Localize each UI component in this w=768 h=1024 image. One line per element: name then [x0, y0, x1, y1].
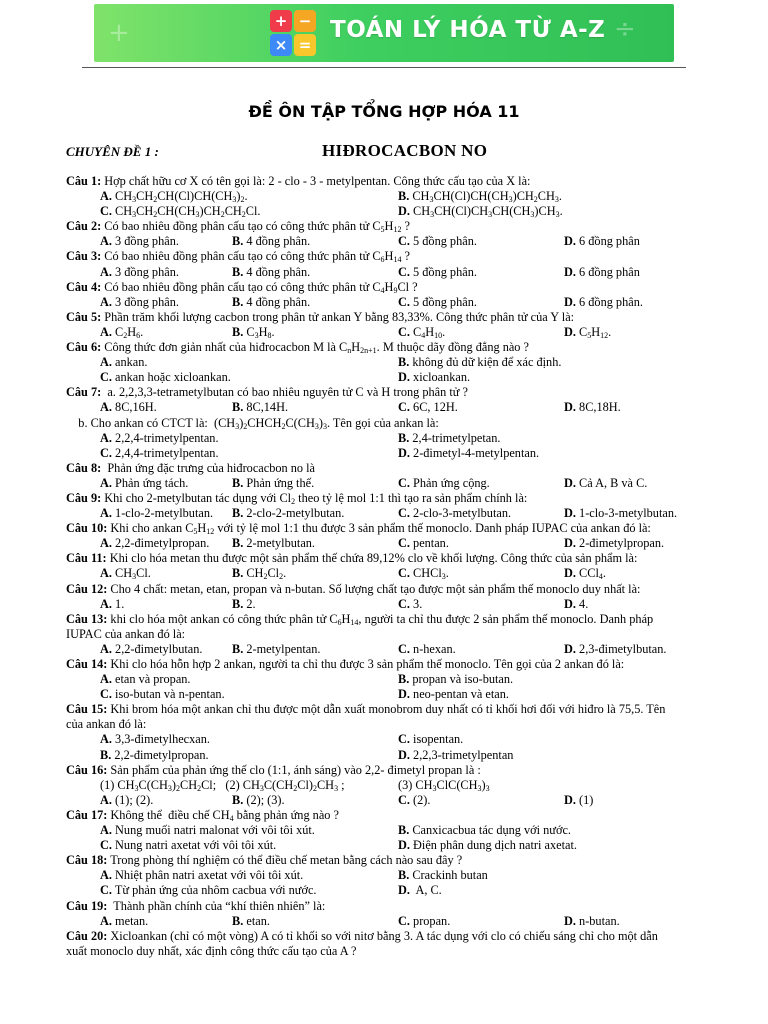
answer-row: A. 1. B. 2. C. 3. D. 4. [100, 596, 589, 611]
answer-row: A. 1-clo-2-metylbutan. B. 2-clo-2-metylbutan. C. 2-clo-3-metylbutan. D. 1-clo-3-metylbutan. [100, 506, 678, 521]
question-9: Câu 9: Khi cho 2-metylbutan tác dụng với $Cl_2$ theo tỷ lệ mol 1:1 thì tạo ra sản phẩm chính là: [66, 490, 528, 506]
answer-row: A. Phản ứng tách. B. Phản ứng thế. C. Phản ứng cộng. D. Cả A, B và C. [100, 475, 648, 490]
answer-row: A. Nung muối natri malonat với vôi tôi xút. B. Canxicacbua tác dụng với nước. [100, 823, 571, 838]
answer-row: A. 3 đồng phân. B. 4 đồng phân. C. 5 đồng phân. D. 6 đồng phân [100, 234, 640, 249]
question-7b: b. Cho ankan có CTCT là: $(CH_3)_2CHCH_2C(CH_3)_3$. Tên gọi của ankan là: [66, 415, 439, 431]
question-13: Câu 13: khi clo hóa một ankan có công thức phân tử $C_6H_{14}$, người ta chỉ thu được 2 sản phẩm thế monoclo. Danh pháp [66, 611, 654, 627]
divide-sign-icon: ÷ [614, 14, 636, 44]
answer-row: A. $C_2H_6$. B. $C_3H_8$. C. $C_4H_{10}$. D. $C_5H_{12}$. [100, 324, 612, 340]
question-10: Câu 10: Khi cho ankan $C_5H_{12}$ với tỷ lệ mol 1:1 thu được 3 sản phẩm thế monoclo. Danh pháp IUPAC của ankan đó là: [66, 521, 651, 537]
question-2: Câu 2: Có bao nhiêu đồng phân cấu tạo có công thức phân tử $C_5H_{12}$ ? [66, 219, 410, 235]
topic-label: CHUYÊN ĐỀ 1 : [66, 144, 159, 159]
answer-row: C. $CH_3CH_2CH(CH_3)CH_2CH_2Cl$. D. $CH_3CH(Cl)CH_3CH(CH_3)CH_3$. [100, 204, 563, 220]
question-6: Câu 6: Công thức đơn giản nhất của hiđrocacbon M là $C_nH_{2n+1}$. M thuộc dãy đồng đẳng nào ? [66, 340, 529, 356]
question-15-cont: của ankan đó là: [66, 717, 147, 732]
question-12: Câu 12: Cho 4 chất: metan, etan, propan và n-butan. Số lượng chất tạo được một sản phẩm thế monoclo duy nhất là: [66, 581, 641, 596]
answer-row: A. ankan. B. không đủ dữ kiện để xác định. [100, 355, 562, 370]
question-20-cont: xuất monoclo duy nhất, xác định công thức cấu tạo của A ? [66, 943, 357, 958]
question-14: Câu 14: Khi clo hóa hỗn hợp 2 ankan, người ta chỉ thu được 3 sản phẩm thế monoclo. Tên gọi của 2 ankan đó là: [66, 657, 625, 671]
question-8: Câu 8: Phản ứng đặc trưng của hiđrocacbon no là [66, 460, 315, 475]
answer-row: C. Từ phản ứng của nhôm cacbua với nước. D. A, C. [100, 883, 442, 898]
topic-name: HIĐROCACBON NO [322, 141, 488, 160]
answer-row: C. 2,4,4-trimetylpentan. D. 2-đimetyl-4-metylpentan. [100, 445, 540, 460]
calculator-logo-icon: + − × = [270, 10, 316, 56]
question-4: Câu 4: Có bao nhiêu đồng phân cấu tạo có công thức phân tử $C_4H_9Cl$ ? [66, 279, 418, 295]
answer-row: A. 3 đồng phân. B. 4 đồng phân. C. 5 đồng phân. D. 6 đồng phân [100, 264, 640, 279]
question-19: Câu 19: Thành phần chính của “khí thiên nhiên” là: [66, 898, 326, 913]
question-1: Câu 1: Hợp chất hữu cơ X có tên gọi là: 2 - clo - 3 - metylpentan. Công thức cấu tạo của X là: [66, 174, 531, 188]
answer-row: A. $CH_3Cl$. B. $CH_2Cl_2$. C. CHCl$_3$. D. CCl$_4$. [100, 566, 606, 582]
header-divider [82, 67, 686, 68]
question-5: Câu 5: Phần trăm khối lượng cacbon trong phân tử ankan Y bằng 83,33%. Công thức phân tử của Y là: [66, 309, 575, 324]
question-17: Câu 17: Không thể điều chế $CH_4$ bằng phản ứng nào ? [66, 807, 339, 823]
answer-row: C. iso-butan và n-pentan. D. neo-pentan và etan. [100, 687, 509, 702]
answer-row: A. etan và propan. B. propan và iso-butan. [100, 672, 514, 687]
question-13-cont: IUPAC của ankan đó là: [66, 626, 186, 641]
doc-title: ĐỀ ÔN TẬP TỔNG HỢP HÓA 11 [248, 102, 520, 121]
question-list [66, 174, 712, 959]
option-list: (1) $CH_3C(CH_3)_2CH_2Cl$; (2) $CH_3C(CH_2Cl)_2CH_3$ ; (3) $CH_3ClC(CH_3)_3$ [100, 777, 490, 793]
question-20: Câu 20: Xicloankan (chỉ có một vòng) A có tỉ khối so với nitơ bằng 3. A tác dụng với clo có chiếu sáng chỉ cho một dẫn [66, 928, 658, 943]
plus-sign-icon: + [108, 18, 130, 48]
answer-row: C. Nung natri axetat với vôi tôi xút. D. Điện phân dung dịch natri axetat. [100, 838, 577, 853]
question-18: Câu 18: Trong phòng thí nghiệm có thể điều chế metan bằng cách nào sau đây ? [66, 853, 463, 868]
answer-row: C. ankan hoặc xicloankan. D. xicloankan. [100, 370, 471, 385]
question-16: Câu 16: Sản phẩm của phản ứng thế clo (1:1, ánh sáng) vào 2,2- đimetyl propan là : [66, 762, 481, 777]
answer-row: A. Nhiệt phân natri axetat với vôi tôi xút. B. Crackinh butan [100, 868, 488, 883]
question-7: Câu 7: a. 2,2,3,3-tetrametylbutan có bao nhiêu nguyên tử C và H trong phân tử ? [66, 385, 468, 400]
answer-row: A. metan. B. etan. C. propan. D. n-butan. [100, 913, 620, 928]
question-11: Câu 11: Khi clo hóa metan thu được một sản phẩm thế chứa 89,12% clo về khối lượng. Công thức của sản phẩm là: [66, 551, 638, 566]
answer-row: A. 3,3-đimetylhecxan. C. isopentan. [100, 732, 464, 747]
question-15: Câu 15: Khi brom hóa một ankan chỉ thu được một dẫn xuất monobrom duy nhất có tỉ khối hơi đối với hiđro là 75,5. Tên [66, 702, 666, 717]
answer-row: A. 2,2,4-trimetylpentan. B. 2,4-trimetylpetan. [100, 430, 501, 445]
answer-row: A. 8C,16H. B. 8C,14H. C. 6C, 12H. D. 8C,18H. [100, 400, 621, 415]
question-3: Câu 3: Có bao nhiêu đồng phân cấu tạo có công thức phân tử $C_6H_{14}$ ? [66, 249, 410, 265]
header-banner [94, 4, 674, 62]
answer-row: A. 2,2-đimetylbutan. B. 2-metylpentan. C. n-hexan. D. 2,3-đimetylbutan. [100, 641, 667, 656]
answer-row: B. 2,2-đimetylpropan. D. 2,2,3-trimetylpentan [100, 747, 514, 762]
answer-row: A. 3 đồng phân. B. 4 đồng phân. C. 5 đồng phân. D. 6 đồng phân. [100, 294, 643, 309]
answer-row: A. $CH_3CH_2CH(Cl)CH(CH_3)_2$. B. $CH_3CH(Cl)CH(CH_3)CH_2CH_3$. [100, 189, 562, 205]
brand-title: TOÁN LÝ HÓA TỪ A-Z [330, 17, 606, 43]
answer-row: A. (1); (2). B. (2); (3). C. (2). D. (1) [100, 792, 594, 807]
answer-row: A. 2,2-đimetylpropan. B. 2-metylbutan. C. pentan. D. 2-đimetylpropan. [100, 536, 665, 551]
